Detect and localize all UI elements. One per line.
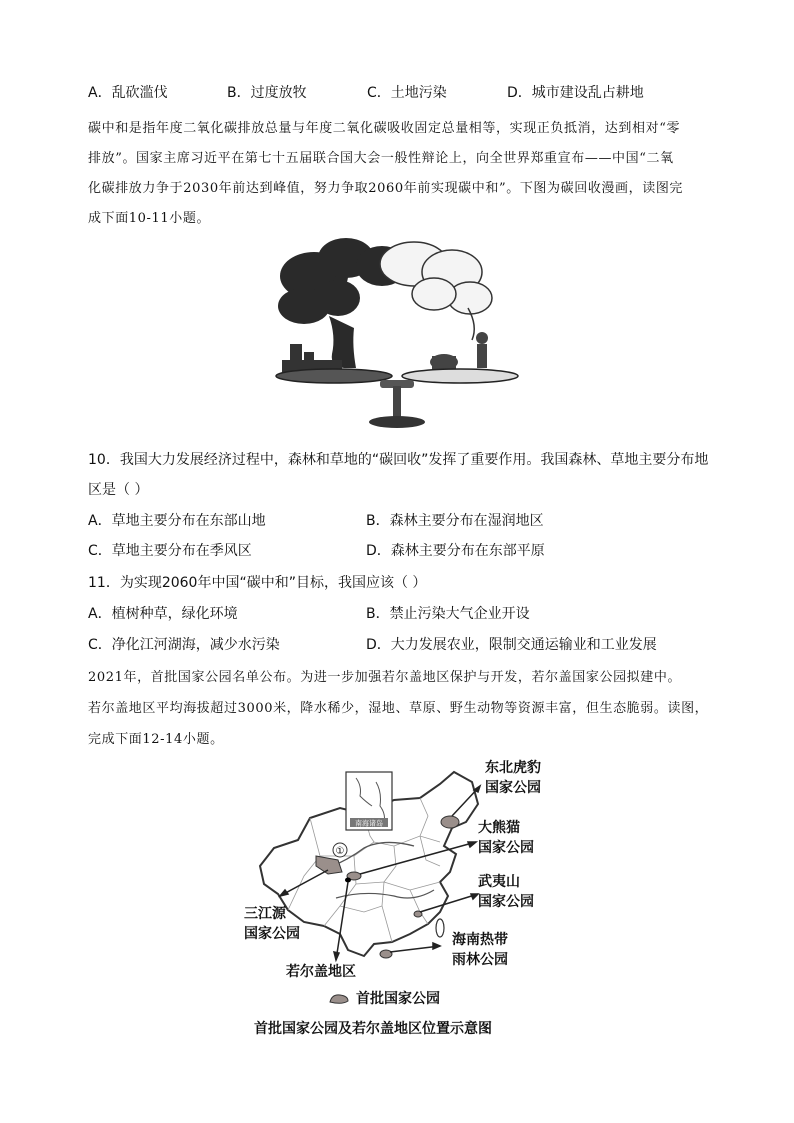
ruoergai-region bbox=[345, 878, 351, 883]
legend-park-swatch bbox=[328, 992, 350, 1006]
q10-stem-line-2: 区是（ ） bbox=[88, 482, 149, 498]
q9-option-a: A．乱砍滥伐 bbox=[88, 85, 168, 101]
label-hainan bbox=[452, 930, 508, 970]
q11-option-b: B．禁止污染大气企业开设 bbox=[366, 606, 530, 622]
q10-option-c: C．草地主要分布在季风区 bbox=[88, 543, 252, 559]
q10-option-a: A．草地主要分布在东部山地 bbox=[88, 513, 266, 529]
carbon-recycling-cartoon bbox=[274, 236, 522, 434]
intro2-line-1: 2021年，首批国家公园名单公布。为进一步加强若尔盖地区保护与开发，若尔盖国家公园拟建中。 bbox=[88, 670, 682, 685]
map-caption: 首批国家公园及若尔盖地区位置示意图 bbox=[254, 1021, 492, 1037]
q9-option-b: B．过度放牧 bbox=[227, 85, 307, 101]
intro1-line-4: 成下面10-11小题。 bbox=[88, 211, 211, 226]
q10-option-b: B．森林主要分布在湿润地区 bbox=[366, 513, 544, 529]
label-wuyishan bbox=[478, 872, 534, 912]
intro1-line-2: 排放”。国家主席习近平在第七十五届联合国大会一般性辩论上，向全世界郑重宣布——中国“二氧 bbox=[88, 151, 674, 166]
label-ruoergai: 若尔盖地区 bbox=[286, 964, 356, 980]
label-dongbei-hubao-text: 东北虎豹 国家公园 bbox=[485, 760, 541, 796]
marker-1: ① bbox=[335, 846, 345, 857]
intro2-line-3: 完成下面12-14小题。 bbox=[88, 732, 224, 747]
label-dongbei-hubao bbox=[485, 758, 541, 798]
intro1-line-3: 化碳排放力争于2030年前达到峰值，努力争取2060年前实现碳中和”。下图为碳回收漫画，读图完 bbox=[88, 181, 684, 196]
hainan-park bbox=[380, 950, 392, 958]
label-sanjiangyuan-text: 三江源 国家公园 bbox=[244, 906, 300, 942]
q10-stem-line-1: 10．我国大力发展经济过程中，森林和草地的“碳回收”发挥了重要作用。我国森林、草地主要分布地 bbox=[88, 452, 709, 468]
label-daxiongmao bbox=[478, 818, 534, 858]
intro1-line-1: 碳中和是指年度二氧化碳排放总量与年度二氧化碳吸收固定总量相等，实现正负抵消，达到相对“零 bbox=[88, 121, 681, 136]
taiwan-island bbox=[436, 919, 444, 937]
q11-option-c: C．净化江河湖海，减少水污染 bbox=[88, 637, 280, 653]
q10-option-d: D．森林主要分布在东部平原 bbox=[366, 543, 545, 559]
q11-option-a: A．植树种草，绿化环境 bbox=[88, 606, 238, 622]
q11-stem: 11．为实现2060年中国“碳中和”目标，我国应该（ ） bbox=[88, 575, 427, 591]
label-wuyishan-text: 武夷山 国家公园 bbox=[478, 874, 534, 910]
label-sanjiangyuan bbox=[244, 904, 300, 944]
q9-option-c: C．土地污染 bbox=[367, 85, 447, 101]
label-hainan-text: 海南热带 雨林公园 bbox=[452, 932, 508, 968]
q9-option-d: D．城市建设乱占耕地 bbox=[507, 85, 644, 101]
label-daxiongmao-text: 大熊猫 国家公园 bbox=[478, 820, 534, 856]
inset-label: 南海诸岛 bbox=[355, 819, 383, 828]
intro2-line-2: 若尔盖地区平均海拔超过3000米，降水稀少，湿地、草原、野生动物等资源丰富，但生态脆弱。读图， bbox=[88, 701, 709, 716]
legend-label: 首批国家公园 bbox=[356, 991, 440, 1007]
dongbei-hubao-park bbox=[441, 816, 459, 828]
q11-option-d: D．大力发展农业，限制交通运输业和工业发展 bbox=[366, 637, 657, 653]
